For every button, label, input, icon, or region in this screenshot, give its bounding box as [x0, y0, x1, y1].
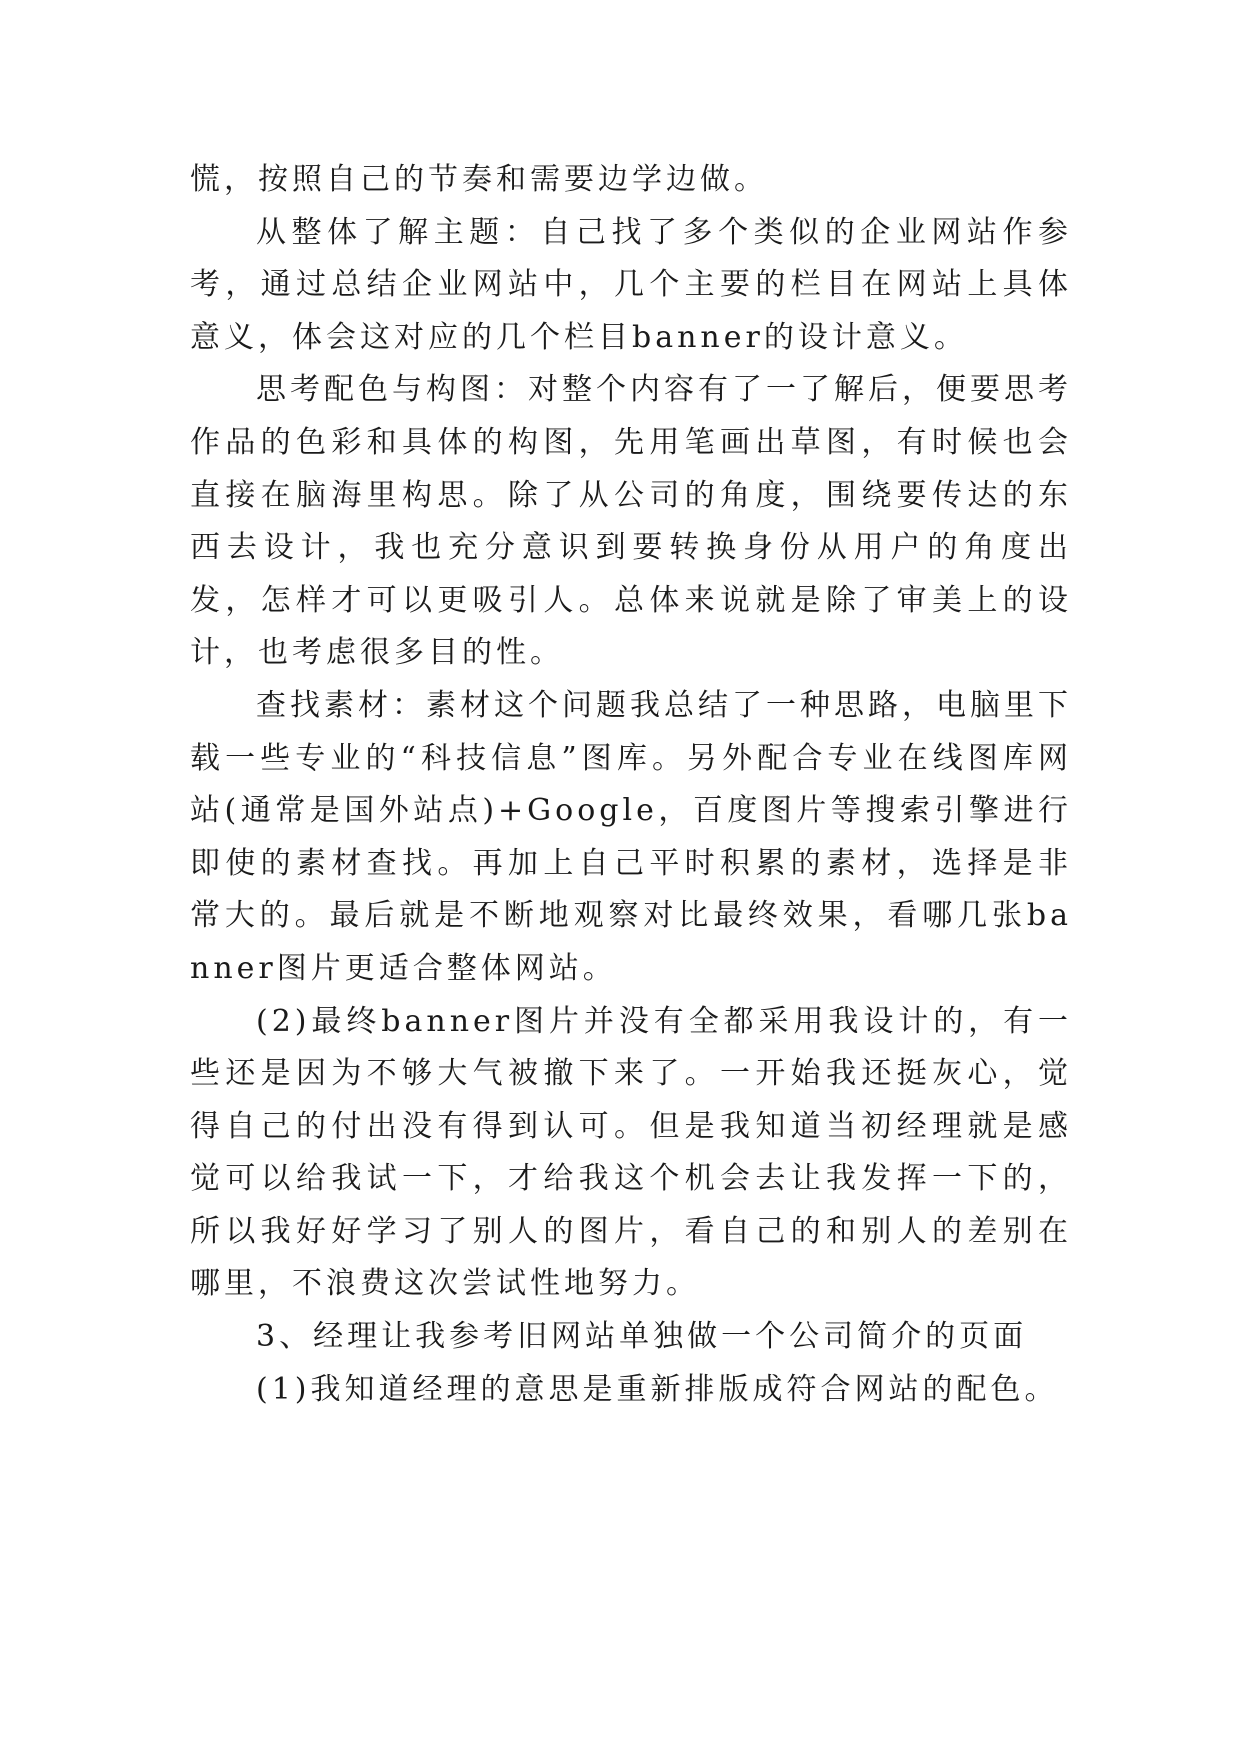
paragraph-manager-intent: (1)我知道经理的意思是重新排版成符合网站的配色。 [256, 1371, 1059, 1407]
document-body [190, 154, 1072, 1416]
paragraph-continuation: 慌，按照自己的节奏和需要边学边做。 [190, 162, 768, 197]
section-heading-company-intro: 3、经理让我参考旧网站单独做一个公司简介的页面 [256, 1319, 1028, 1355]
paragraph-banner-result: (2)最终banner图片并没有全都采用我设计的，有一些还是因为不够大气被撤下来了。一开始我还挺灰心，觉得自己的付出没有得到认可。但是我知道当初经理就是感觉可以给我试一下，才给我这个机会去让我发挥一下的，所以我好好学习了别人的图片，看自己的和别人的差别在哪里，不浪费这次尝试性地努力。 [190, 1003, 1072, 1302]
paragraph-color-composition: 思考配色与构图：对整个内容有了一了解后，便要思考作品的色彩和具体的构图，先用笔画出草图，有时候也会直接在脑海里构思。除了从公司的角度，围绕要传达的东西去设计，我也充分意识到要转换身份从用户的角度出发，怎样才可以更吸引人。总体来说就是除了审美上的设计，也考虑很多目的性。 [190, 372, 1072, 671]
paragraph-overall-theme: 从整体了解主题：自己找了多个类似的企业网站作参考，通过总结企业网站中，几个主要的栏目在网站上具体意义，体会这对应的几个栏目banner的设计意义。 [190, 214, 1072, 355]
paragraph-find-materials: 查找素材：素材这个问题我总结了一种思路，电脑里下载一些专业的“科技信息”图库。另外配合专业在线图库网站(通常是国外站点)+Google，百度图片等搜索引擎进行即使的素材查找。再加上自己平时积累的素材，选择是非常大的。最后就是不断地观察对比最终效果，看哪几张banner图片更适合整体网站。 [190, 687, 1072, 986]
